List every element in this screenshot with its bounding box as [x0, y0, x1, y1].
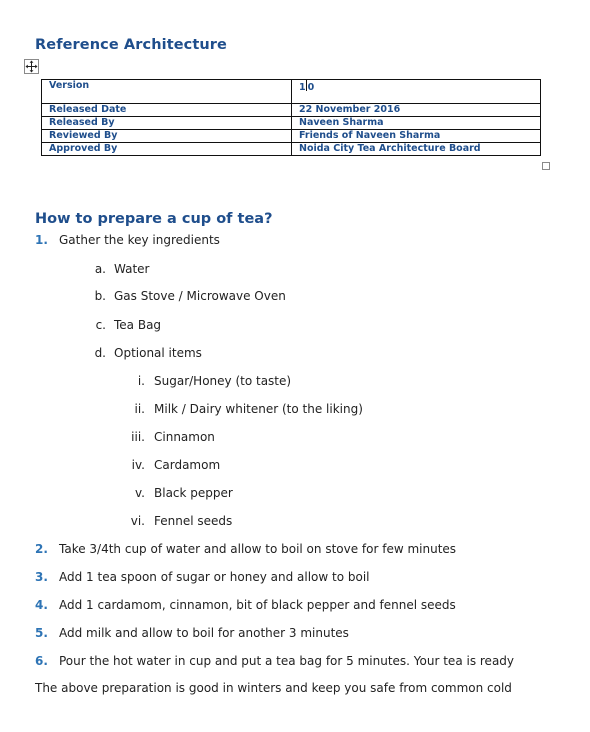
list-number: 4. — [35, 598, 48, 612]
list-item: Pour the hot water in cup and put a tea bag for 5 minutes. Your tea is ready — [59, 654, 515, 668]
table-cell-value[interactable]: 22 November 2016 — [292, 104, 541, 117]
list-number: 6. — [35, 654, 48, 668]
list-marker: i. — [137, 374, 145, 388]
list-marker: b. — [94, 289, 106, 303]
list-marker: c. — [95, 318, 106, 332]
list-item: Add 1 tea spoon of sugar or honey and allow to boil — [59, 570, 370, 584]
list-item: Cinnamon — [154, 430, 215, 444]
document-title: Reference Architecture — [35, 37, 227, 53]
list-number: 5. — [35, 626, 48, 640]
table-cell-key[interactable]: Approved By — [42, 143, 292, 156]
table-cell-value[interactable]: Naveen Sharma — [292, 117, 541, 130]
list-marker: d. — [94, 346, 106, 360]
table-cell-value[interactable]: Noida City Tea Architecture Board — [292, 143, 541, 156]
list-item: Sugar/Honey (to taste) — [154, 374, 292, 388]
list-item: Add milk and allow to boil for another 3 minutes — [59, 626, 349, 640]
list-marker: a. — [94, 262, 106, 276]
list-item: Fennel seeds — [154, 514, 233, 528]
list-number: 2. — [35, 542, 48, 556]
list-marker: iv. — [131, 458, 145, 472]
version-value-part: 0 — [307, 82, 315, 93]
version-value-part: 1 — [299, 82, 306, 93]
list-marker: vi. — [130, 514, 145, 528]
table-cell-key[interactable]: Reviewed By — [42, 130, 292, 143]
list-marker: v. — [135, 486, 145, 500]
list-item: Water — [114, 262, 150, 276]
list-item: Gather the key ingredients — [59, 233, 220, 247]
list-marker: iii. — [131, 430, 145, 444]
closing-paragraph: The above preparation is good in winters and keep you safe from common cold — [35, 681, 512, 695]
list-item: Gas Stove / Microwave Oven — [114, 289, 286, 303]
list-item: Milk / Dairy whitener (to the liking) — [154, 402, 363, 416]
table-cell-value[interactable]: Friends of Naveen Sharma — [292, 130, 541, 143]
table-cell-key[interactable]: Released Date — [42, 104, 292, 117]
list-item: Tea Bag — [114, 318, 162, 332]
list-number: 1. — [35, 233, 48, 247]
table-row — [42, 130, 541, 143]
list-item: Optional items — [114, 346, 202, 360]
table-cell-key[interactable]: Released By — [42, 117, 292, 130]
list-marker: ii. — [134, 402, 145, 416]
table-row — [42, 104, 541, 117]
list-item: Add 1 cardamom, cinnamon, bit of black pepper and fennel seeds — [59, 598, 456, 612]
section-heading: How to prepare a cup of tea? — [35, 211, 273, 227]
list-number: 3. — [35, 570, 48, 584]
table-resize-handle[interactable] — [542, 162, 550, 170]
table-cell-value[interactable] — [292, 80, 541, 104]
table-row — [42, 80, 541, 104]
list-item: Black pepper — [154, 486, 233, 500]
reference-table[interactable] — [41, 79, 541, 156]
table-move-handle[interactable] — [24, 59, 39, 74]
move-arrows-icon — [25, 60, 38, 73]
list-item: Cardamom — [154, 458, 221, 472]
table-cell-key[interactable]: Version — [42, 80, 292, 104]
table-row — [42, 117, 541, 130]
table-row — [42, 143, 541, 156]
list-item: Take 3/4th cup of water and allow to boil on stove for few minutes — [59, 542, 457, 556]
